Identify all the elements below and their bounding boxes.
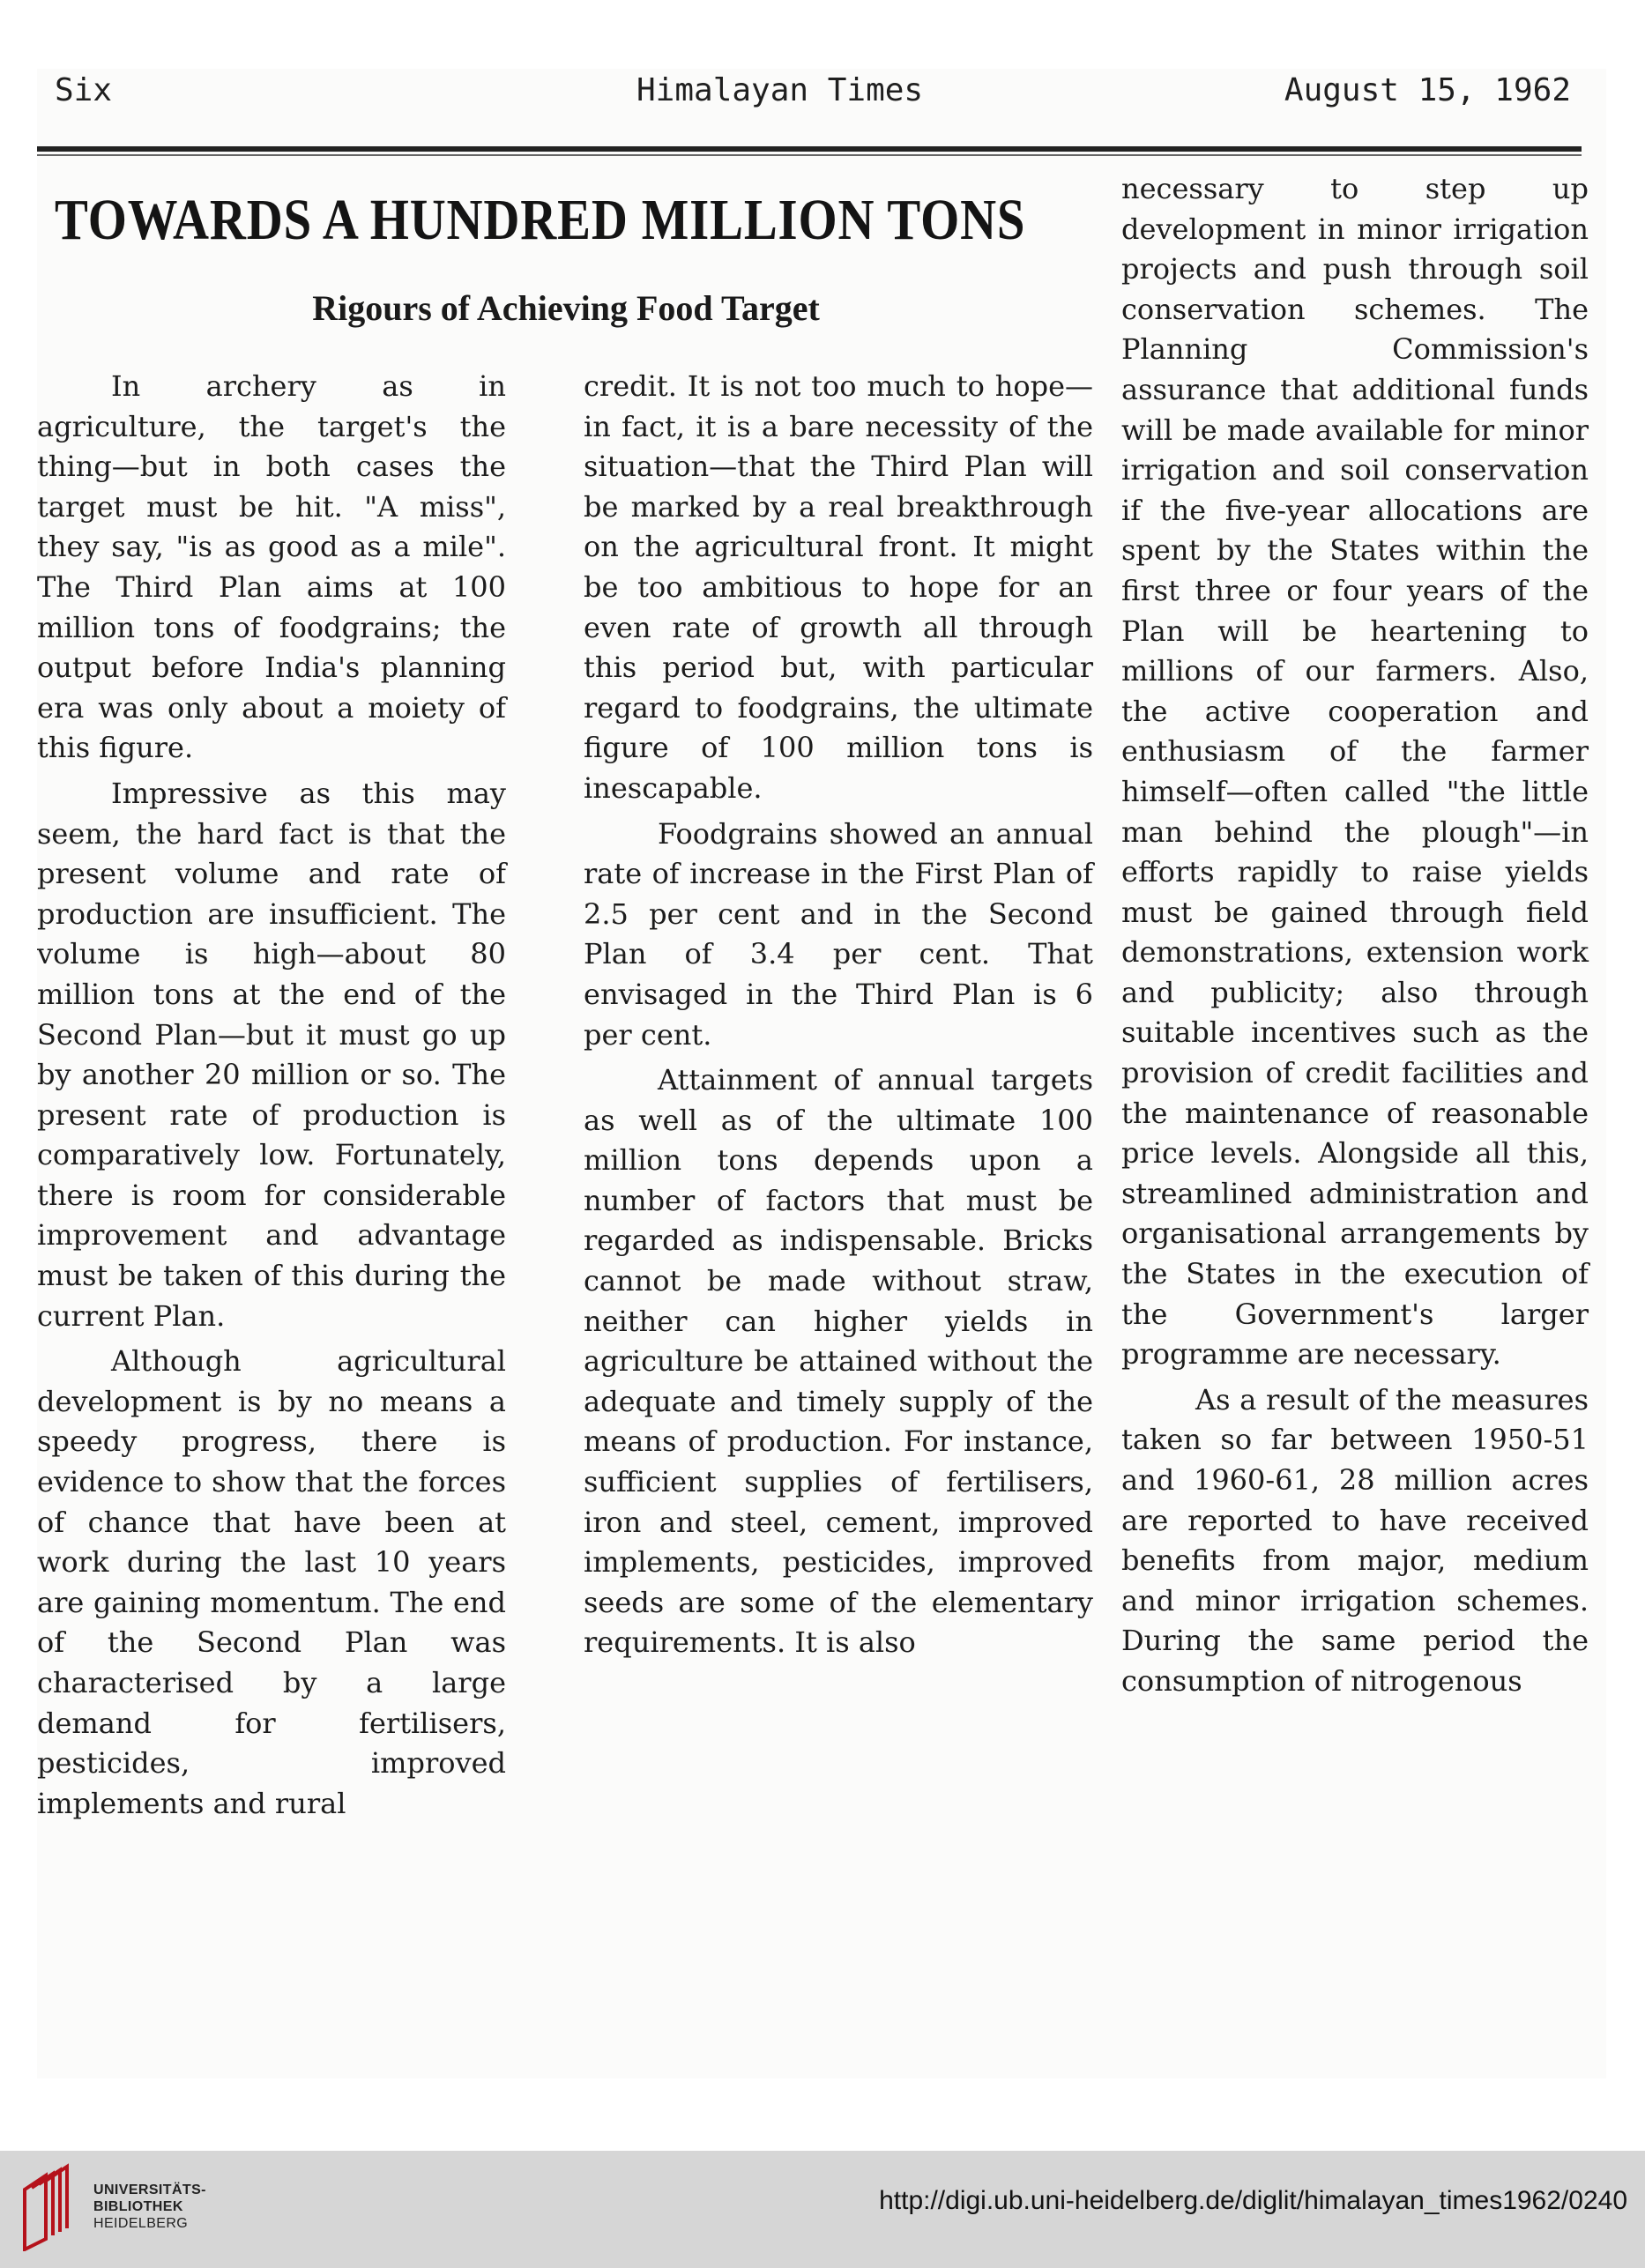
paragraph: Foodgrains showed an annual rate of increase in the First Plan of 2.5 per cent and in the Second Plan of 3.4 per cent. That envisaged in the Third Plan is 6 per cent.	[584, 816, 1093, 1052]
paragraph: necessary to step up development in minor irrigation projects and push through soil conservation schemes. The Planning Commission's assurance that additional funds will be made available for minor irrigation and soil conservation if the five-year allocations are spent by the States within the first three or four years of the Plan will be heartening to millions of our farmers. Also, the active cooperation and enthusiasm of the farmer himself—often called "the little man behind the plough"—in efforts rapidly to raise yields must be gained through field demonstrations, extension work and publicity; also through suitable incentives such as the provision of credit facilities and the maintenance of reasonable price levels. Alongside all this, streamlined administration and organisational arrangements by the States in the execution of the Government's larger programme are necessary.	[1121, 172, 1589, 1372]
newspaper-page-scan	[37, 69, 1606, 2078]
masthead	[37, 69, 1606, 122]
library-name-line: BIBLIOTHEK	[93, 2199, 183, 2214]
paragraph: Attainment of annual targets as well as of the ultimate 100 million tons depends upon a number of factors that must be regarded as indispensable. Bricks cannot be made without straw, neither can higher yields in agriculture be attained without the adequate and timely supply of the means of production. For instance, sufficient supplies of fertilisers, iron and steel, cement, improved implements, pesticides, improved seeds are some of the elementary requirements. It is also	[584, 1063, 1093, 1660]
page-number: Six	[55, 72, 113, 108]
paragraph: credit. It is not too much to hope—in fact, it is a bare necessity of the situation—that the Third Plan will be marked by a real breakthrough on the agricultural front. It might be too ambitious to hope for an even rate of growth all through this period but, with particular regard to foodgrains, the ultimate figure of 100 million tons is inescapable.	[584, 369, 1093, 805]
library-name	[93, 2182, 206, 2232]
source-url-link[interactable]: http://digi.ub.uni-heidelberg.de/diglit/himalayan_times1962/0240	[879, 2186, 1627, 2215]
article-subheadline: Rigours of Achieving Food Target	[312, 288, 820, 328]
paragraph: In archery as in agriculture, the target's the thing—but in both cases the target must be hit. "A miss", they say, "is as good as a mile". The Third Plan aims at 100 million tons of foodgrains; the output before India's planning era was only about a moiety of this figure.	[37, 369, 506, 765]
university-library-logo-icon	[19, 2163, 81, 2251]
paragraph: Impressive as this may seem, the hard fact is that the present volume and rate of production are insufficient. The volume is high—about 80 million tons at the end of the Second Plan—but it must go up by another 20 million or so. The present rate of production is comparatively low. Fortunately, there is room for considerable improvement and advantage must be taken of this during the current Plan.	[37, 776, 506, 1333]
article-column-3	[1121, 169, 1589, 1707]
library-name-line: UNIVERSITÄTS-	[93, 2182, 206, 2197]
article-column-2	[584, 367, 1093, 1669]
newspaper-name: Himalayan Times	[636, 72, 924, 108]
masthead-rule	[37, 146, 1582, 152]
article-column-1	[37, 367, 506, 1829]
paragraph: Although agricultural development is by no means a speedy progress, there is evidence to show that the forces of chance that have been at work during the last 10 years are gaining momentum. The end of the Second Plan was characterised by a large demand for fertilisers, pesticides, improved implements and rural	[37, 1344, 506, 1820]
library-name-line: HEIDELBERG	[93, 2216, 189, 2231]
issue-date: August 15, 1962	[1284, 72, 1571, 108]
digitization-footer	[0, 2151, 1645, 2268]
masthead-rule-thin	[37, 154, 1582, 156]
article-headline: TOWARDS A HUNDRED MILLION TONS	[55, 188, 1026, 252]
paragraph: As a result of the measures taken so far between 1950-51 and 1960-61, 28 million acres are reported to have received benefits from major, medium and minor irrigation schemes. During the same period the consumption of nitrogenous	[1121, 1382, 1589, 1698]
